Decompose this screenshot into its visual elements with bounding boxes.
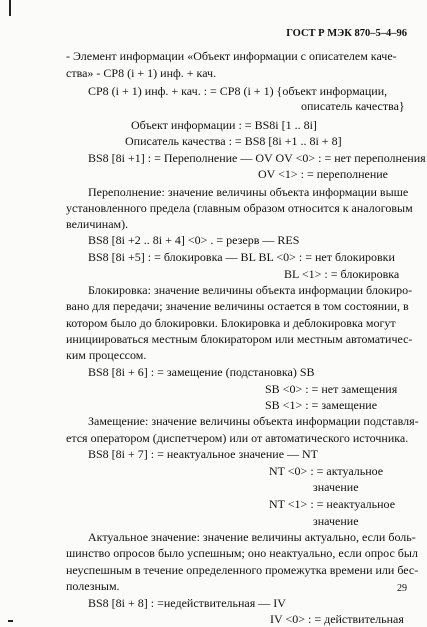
- text-line: неуспешным в течение определенного промежутка времени или бес-: [66, 563, 419, 577]
- document-header: ГОСТ Р МЭК 870–5–4–96: [286, 28, 407, 39]
- text-line: BS8 [8i + 6] : = замещение (подстановка) SB: [88, 365, 315, 379]
- text-line: - Элемент информации «Объект информации с описателем каче-: [66, 49, 397, 63]
- text-line: ства» - CP8 (i + 1) инф. + кач.: [66, 66, 217, 80]
- text-line: ким процессом.: [66, 348, 147, 362]
- text-line: ется оператором (диспетчером) или от автоматического источника.: [66, 431, 409, 445]
- text-line: инициироваться местным блокиратором или местным автоматичес-: [66, 332, 413, 346]
- text-line: Переполнение: значение величины объекта информации выше: [88, 185, 409, 199]
- text-line: котором было до блокировки. Блокировка и деблокировка могут: [66, 316, 396, 330]
- text-line: величинам).: [66, 217, 129, 231]
- scan-edge-mark-top: [9, 0, 11, 16]
- text-line: шинство опросов было успешным; оно неактуально, если опрос был: [66, 546, 418, 560]
- text-line: OV <1> : = переполнение: [258, 167, 388, 181]
- text-line: CP8 (i + 1) инф. + кач. : = CP8 (i + 1) {объект информации,: [88, 84, 388, 98]
- text-line: BS8 [8i + 7] : = неактуальное значение — NT: [88, 447, 319, 461]
- text-line: вано для передачи; значение величины остается в том состоянии, в: [66, 299, 409, 313]
- text-line: полезным.: [66, 579, 120, 593]
- text-line: NT <0> : = актуальное: [269, 464, 384, 478]
- page-number: 29: [397, 583, 407, 594]
- text-line: SB <0> : = нет замещения: [265, 382, 398, 396]
- text-line: значение: [313, 514, 359, 528]
- text-line: NT <1> : = неактуальное: [269, 497, 396, 511]
- text-line: BS8 [8i +5] : = блокировка — BL BL <0> : = нет блокировки: [88, 250, 395, 264]
- text-line: Замещение: значение величины объекта информации подставля-: [88, 414, 419, 428]
- text-line: Блокировка: значение величины объекта информации блокиро-: [88, 283, 413, 297]
- text-line: BL <1> : = блокировка: [284, 267, 400, 281]
- text-line: описатель качества}: [301, 99, 405, 113]
- text-line: Описатель качества : = BS8 [8i +1 .. 8i + 8]: [125, 134, 342, 148]
- text-line: значение: [313, 480, 359, 494]
- text-line: Актуальное значение: значение величины актуально, если боль-: [88, 530, 416, 544]
- text-line: установленного предела (главным образом относится к аналоговым: [66, 201, 413, 215]
- text-line: BS8 [8i +2 .. 8i + 4] <0> . = резерв — RES: [88, 233, 300, 247]
- text-line: BS8 [8i + 8] : =недействительная — IV: [88, 596, 286, 610]
- text-line: BS8 [8i +1] : = Переполнение — OV OV <0> : = нет переполнения: [88, 151, 426, 165]
- text-line: IV <0> : = действительная: [270, 612, 404, 626]
- text-line: SB <1> : = замещение: [265, 398, 378, 412]
- text-line: Объект информации : = BS8i [1 .. 8i]: [131, 118, 317, 132]
- scan-edge-mark-bottom: [8, 620, 13, 622]
